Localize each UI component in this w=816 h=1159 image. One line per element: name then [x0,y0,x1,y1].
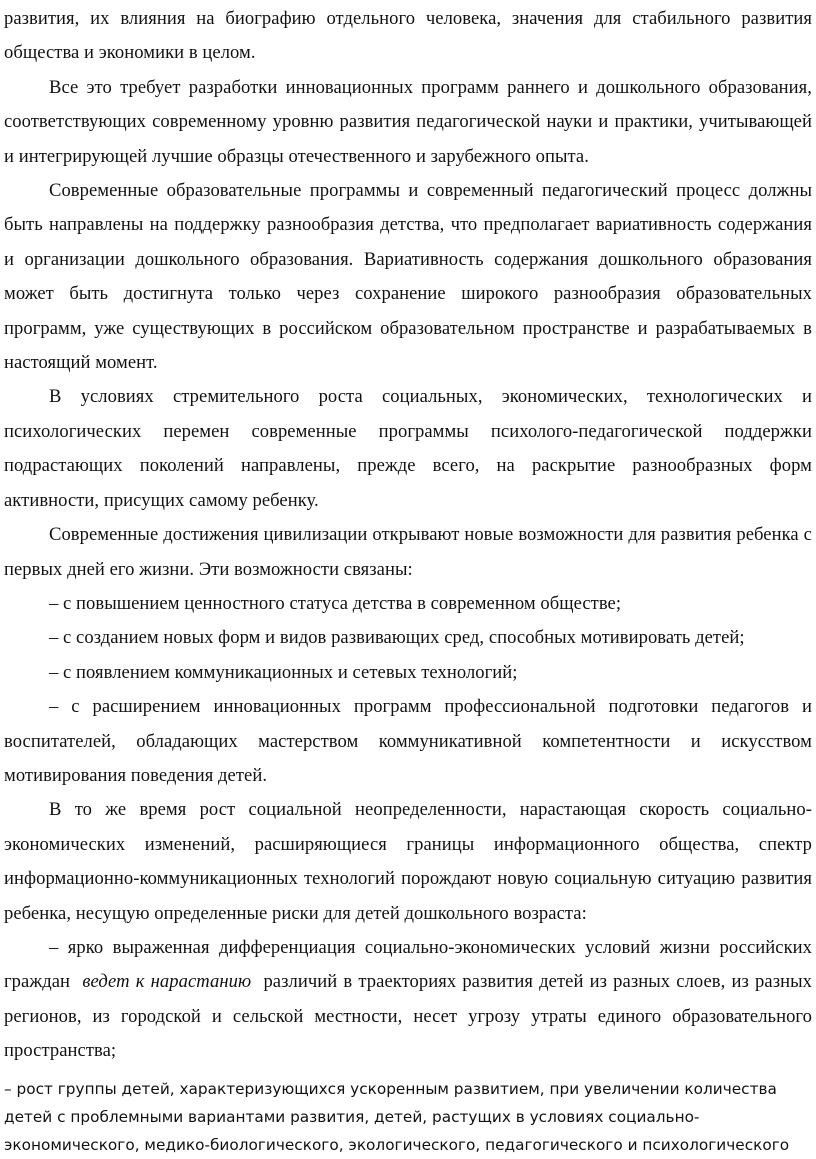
list-item-accelerated-development: – рост группы детей, характеризующихся ускоренным развитием, при увеличении количества детей с проблемными вариантами развития, детей, растущих в условиях социально-экономического, медико-биологического, экологического, педагогического и психологического [4,1079,790,1154]
paragraph-continuation: развития, их влияния на биографию отдельного человека, значения для стабильного развития общества и экономики в целом. [4,8,812,64]
paragraph-innovation-programs: Все это требует разработки инновационных программ раннего и дошкольного образования, соответствующих современному уровню развития педагогической науки и практики, учитывающей и интегрирующей лучшие образцы отечественного и зарубежного опыта. [4,76,812,167]
list-item-new-environments: – с созданием новых форм и видов развивающих сред, способных мотивировать детей; [49,627,745,649]
paragraph-social-uncertainty: В то же время рост социальной неопределенности, нарастающая скорость социально-экономических изменений, расширяющиеся границы информационного общества, спектр информационно-коммуникационных технологий порождают новую социальную ситуацию развития ребенка, несущую определенные риски для детей дошкольного возраста: [4,799,812,924]
differentiation-text-after: различий в траекториях развития детей из разных слоев, из разных регионов, из городской и сельской местности, несет угрозу утраты единого образовательного пространства; [4,971,812,1062]
list-item-differentiation [4,931,812,1069]
differentiation-text-before: – ярко выраженная дифференциация социально-экономических условий жизни российских граждан [4,936,812,993]
list-item-network-technologies: – с появлением коммуникационных и сетевых технологий; [49,661,518,683]
list-item-childhood-status: – с повышением ценностного статуса детства в современном обществе; [49,592,622,614]
paragraph-variability: Современные образовательные программы и современный педагогический процесс должны быть направлены на поддержку разнообразия детства, что предполагает вариативность содержания и организации дошкольного образования. Вариативность содержания дошкольного образования может быть достигнута только через сохранение широкого разнообразия образовательных программ, уже существующих в российском образовательном пространстве и разрабатываемых в настоящий момент. [4,180,812,374]
differentiation-italic-phrase: ведет к нарастанию [82,971,252,993]
paragraph-civilization-achievements: Современные достижения цивилизации открывают новые возможности для развития ребенка с первых дней его жизни. Эти возможности связаны: [4,524,812,580]
list-item-teacher-training: – с расширением инновационных программ профессиональной подготовки педагогов и воспитателей, обладающих мастерством коммуникативной компетентности и искусством мотивирования поведения детей. [4,696,812,786]
paragraph-rapid-growth: В условиях стремительного роста социальных, экономических, технологических и психологических перемен современные программы психолого-педагогической поддержки подрастающих поколений направлены, прежде всего, на раскрытие разнообразных форм активности, присущих самому ребенку. [4,386,812,511]
